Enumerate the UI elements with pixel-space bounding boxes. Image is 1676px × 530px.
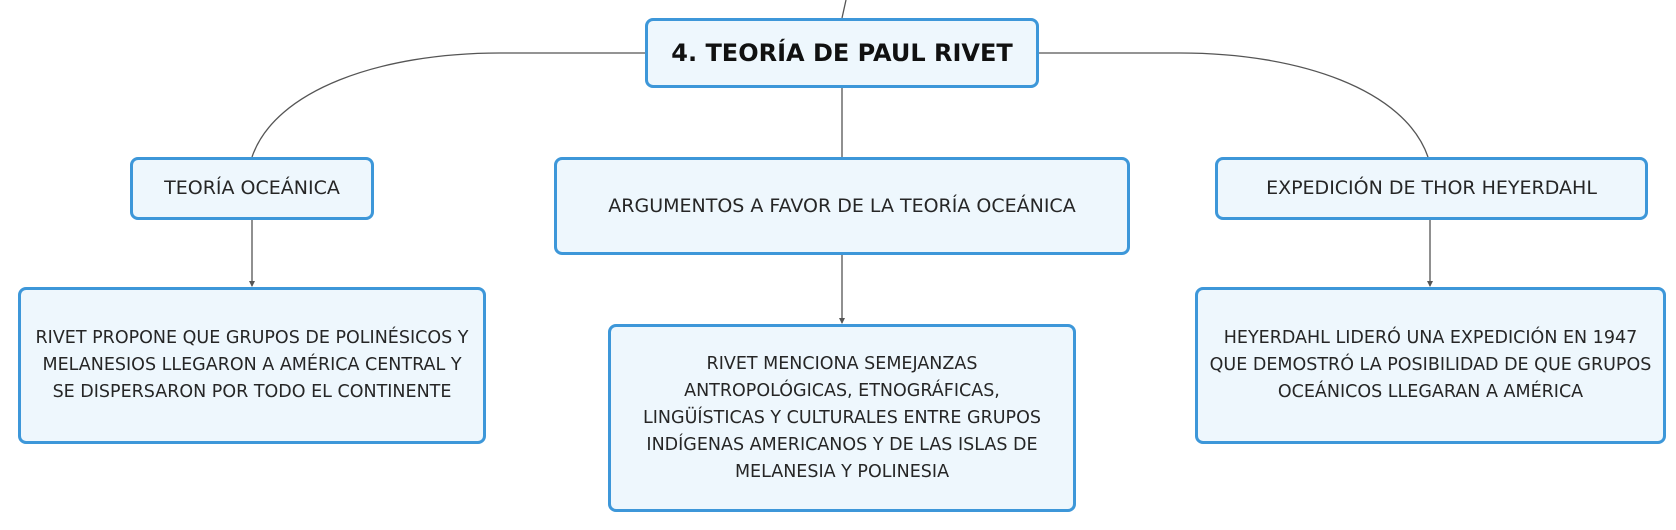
branch-node-label: TEORÍA OCEÁNICA (164, 177, 340, 199)
branch-node-label: EXPEDICIÓN DE THOR HEYERDAHL (1266, 177, 1597, 199)
detail-node-teoria-oceanica[interactable] (18, 287, 486, 444)
detail-node-argumentos[interactable] (608, 324, 1076, 512)
connector-root-to-teoria-oceanica (252, 53, 645, 157)
branch-node-expedicion[interactable] (1215, 157, 1648, 220)
connector-root-to-expedicion (1039, 53, 1428, 157)
branch-node-teoria-oceanica[interactable] (130, 157, 374, 220)
detail-node-text: RIVET MENCIONA SEMEJANZAS ANTROPOLÓGICAS, ETNOGRÁFICAS, LINGÜÍSTICAS Y CULTURALES ENTRE GRUPOS INDÍGENAS AMERICANOS Y DE LAS ISLAS DE MELANESIA Y POLINESIA (643, 353, 1041, 482)
connector-parent-root (842, 0, 846, 18)
branch-node-label: ARGUMENTOS A FAVOR DE LA TEORÍA OCEÁNICA (608, 194, 1076, 217)
root-node[interactable] (645, 18, 1039, 88)
root-node-label: 4. TEORÍA DE PAUL RIVET (671, 38, 1013, 67)
branch-node-argumentos[interactable] (554, 157, 1130, 255)
detail-node-expedicion[interactable] (1195, 287, 1666, 444)
detail-node-text: RIVET PROPONE QUE GRUPOS DE POLINÉSICOS Y MELANESIOS LLEGARON A AMÉRICA CENTRAL Y SE DISPERSARON POR TODO EL CONTINENTE (35, 328, 469, 402)
detail-node-text: HEYERDAHL LIDERÓ UNA EXPEDICIÓN EN 1947 QUE DEMOSTRÓ LA POSIBILIDAD DE QUE GRUPOS OCEÁNICOS LLEGARAN A AMÉRICA (1209, 328, 1652, 402)
